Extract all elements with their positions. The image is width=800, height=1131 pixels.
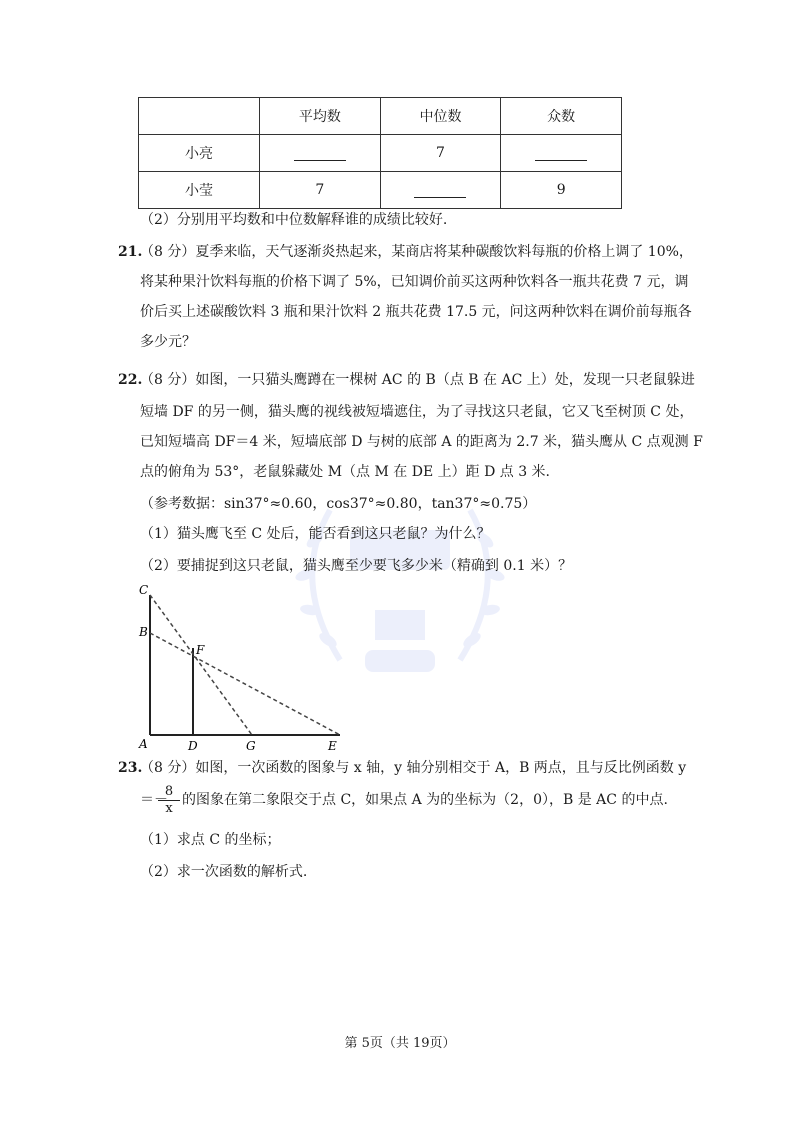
- q21-line: 将某种果汁饮料每瓶的价格下调了 5%，已知调价前买这两种饮料各一瓶共花费 7 元，调: [140, 274, 689, 290]
- row-label: 小莹: [139, 172, 260, 209]
- table-header-cell: 众数: [501, 98, 622, 135]
- q23-part2: （2）求一次函数的解析式.: [140, 864, 308, 880]
- q22-line: （8 分）如图，一只猫头鹰蹲在一棵树 AC 的 B（点 B 在 AC 上）处，发现一只老鼠躲进: [140, 372, 695, 388]
- label-a: A: [139, 737, 148, 751]
- label-e: E: [328, 739, 337, 753]
- q21-line: 多少元？: [140, 334, 196, 350]
- q23-number: 23.: [118, 760, 143, 776]
- q21-line: （8 分）夏季来临，天气逐渐炎热起来，某商店将某种碳酸饮料每瓶的价格上调了 10%，: [140, 244, 693, 260]
- q22-part1: （1）猫头鹰飞至 C 处后，能否看到这只老鼠？为什么？: [140, 526, 491, 542]
- q23-line2-prefix: ＝－: [140, 792, 168, 808]
- answer-blank: [501, 135, 622, 172]
- table-cell: 7: [380, 135, 501, 172]
- blank-line: [294, 146, 346, 161]
- q22-line: 点的俯角为 53°，老鼠躲藏处 M（点 M 在 DE 上）距 D 点 3 米.: [140, 464, 551, 480]
- blank-line: [414, 183, 466, 198]
- label-c: C: [139, 583, 149, 597]
- label-g: G: [246, 739, 256, 753]
- q22-part2: （2）要捕捉到这只老鼠，猫头鹰至少要飞多少米（精确到 0.1 米）？: [140, 558, 573, 574]
- fraction: [158, 785, 180, 816]
- table-header-cell: 平均数: [260, 98, 381, 135]
- q22-line: 短墙 DF 的另一侧，猫头鹰的视线被短墙遮住，为了寻找这只老鼠，它又飞至树顶 C 处，: [140, 404, 694, 420]
- table-cell: 7: [260, 172, 381, 209]
- page-footer: 第 5页（共 19页）: [344, 1036, 456, 1051]
- fraction-numerator: 8: [164, 784, 174, 799]
- blank-line: [535, 146, 587, 161]
- q23-line2-suffix: 的图象在第二象限交于点 C，如果点 A 为的坐标为（2，0），B 是 AC 的中点.: [182, 792, 668, 808]
- score-stats-table: [138, 97, 622, 209]
- table-header-cell: 中位数: [380, 98, 501, 135]
- label-f: F: [196, 643, 205, 657]
- q22-reference: （参考数据：sin37°≈0.60，cos37°≈0.80，tan37°≈0.75）: [140, 496, 537, 512]
- q21-line: 价后买上述碳酸饮料 3 瓶和果汁饮料 2 瓶共花费 17.5 元，问这两种饮料在调价前每瓶各: [140, 304, 692, 320]
- q23-line1: （8 分）如图，一次函数的图象与 x 轴，y 轴分别相交于 A，B 两点，且与反比例函数 y: [140, 760, 687, 776]
- sightline-cg: [150, 595, 252, 735]
- q21-number: 21.: [118, 244, 143, 260]
- table-row: [139, 172, 622, 209]
- table-header-cell: [139, 98, 260, 135]
- q22-number: 22.: [118, 372, 143, 388]
- label-b: B: [139, 625, 148, 639]
- fraction-denominator: x: [165, 801, 173, 816]
- table-header-row: [139, 98, 622, 135]
- answer-blank: [260, 135, 381, 172]
- row-label: 小亮: [139, 135, 260, 172]
- answer-blank: [380, 172, 501, 209]
- q23-part1: （1）求点 C 的坐标；: [140, 832, 281, 848]
- q20-part2: （2）分别用平均数和中位数解释谁的成绩比较好.: [140, 212, 448, 228]
- q22-line: 已知短墙高 DF＝4 米，短墙底部 D 与树的底部 A 的距离为 2.7 米，猫头鹰从 C 点观测 F: [140, 434, 703, 450]
- table-row: [139, 135, 622, 172]
- owl-tree-wall-figure: [130, 580, 360, 755]
- sightline-be: [150, 633, 340, 735]
- table-cell: 9: [501, 172, 622, 209]
- label-d: D: [188, 739, 198, 753]
